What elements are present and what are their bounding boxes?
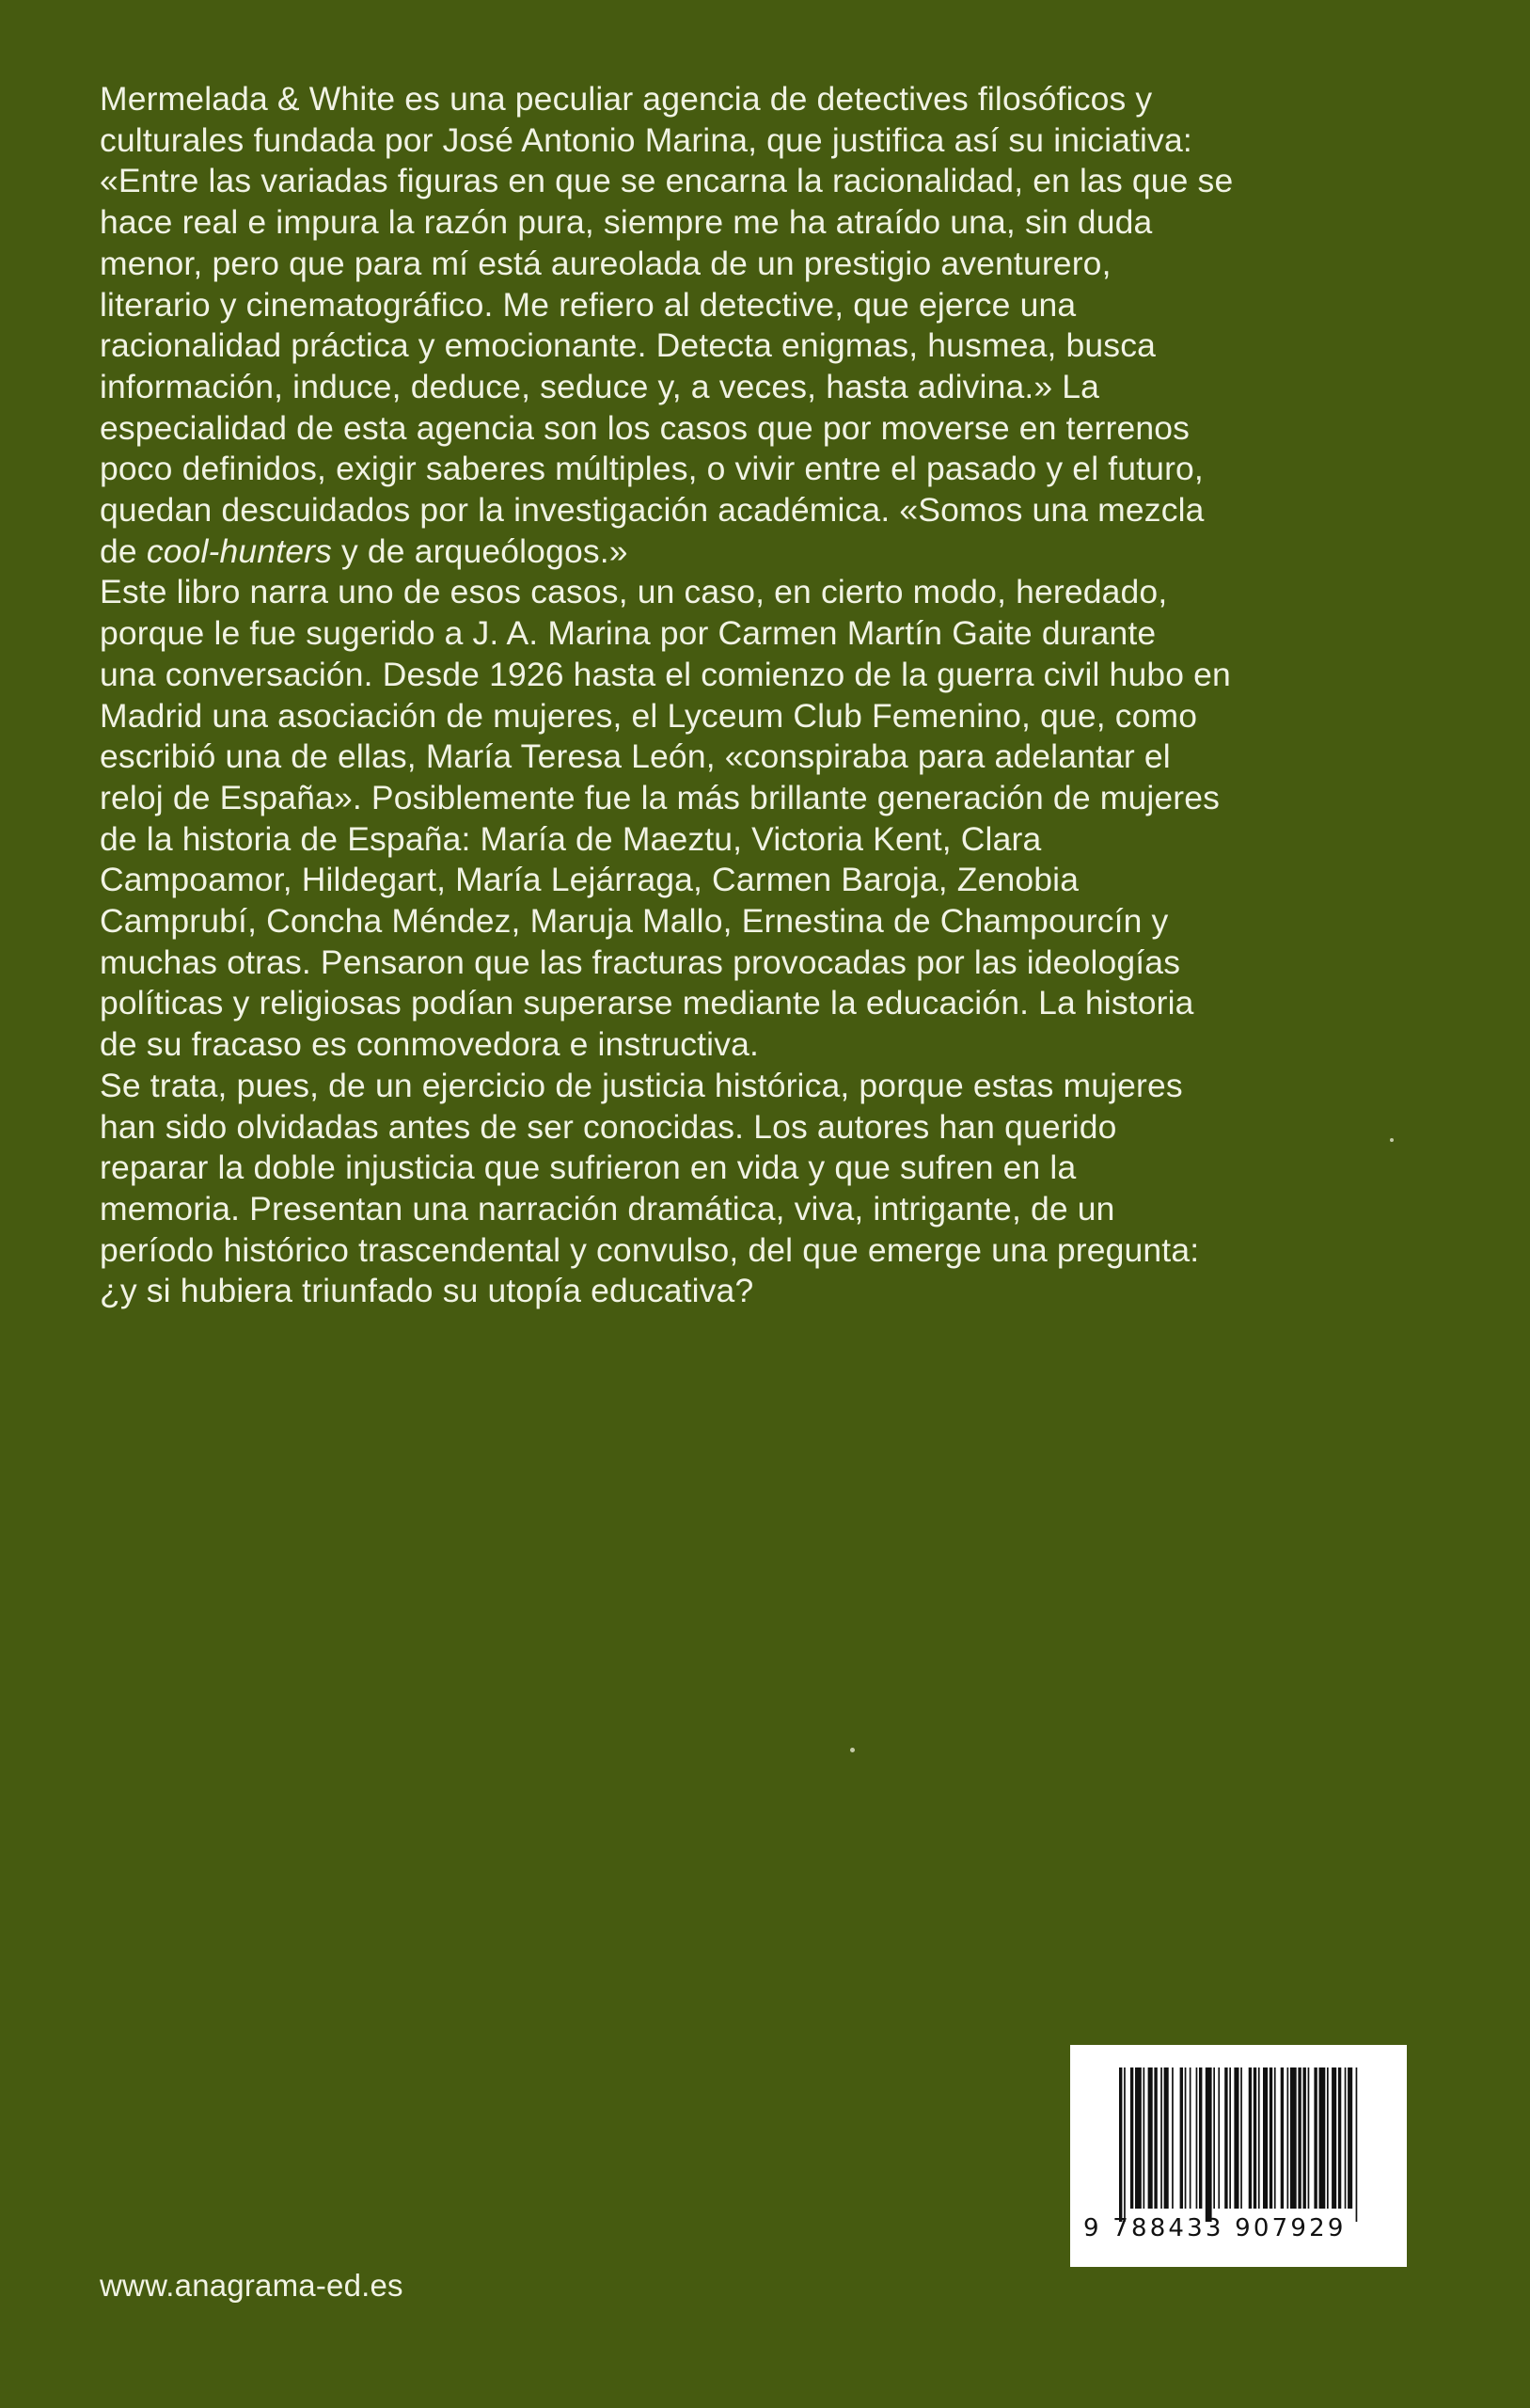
barcode-bar [1254,2067,1256,2209]
italic-term: cool-hunters [146,531,332,570]
barcode-bar [1281,2067,1284,2209]
barcode-bar [1135,2067,1142,2209]
blurb-paragraph-3: Se trata, pues, de un ejercicio de justicia histórica, porque estas mujeres han sido olvidadas antes de ser conocidas. Los autores han querido reparar la doble injusticia que sufrieron en vida y que sufren en la memoria. Presentan una narración dramática, viva, intrigante, de un período histórico trascendental y convulso, del que emerge una pregunta: ¿y si hubiera triunfado su utopía educativa? [100,1066,1200,1310]
barcode-bar [1190,2067,1191,2209]
print-speck [1390,1138,1394,1142]
barcode-bar [1314,2067,1317,2209]
barcode-bar [1338,2067,1341,2209]
barcode-bar [1206,2067,1212,2222]
barcode-bar [1234,2067,1238,2209]
publisher-website[interactable]: www.anagrama-ed.es [100,2268,403,2303]
blurb-paragraph-2: Este libro narra uno de esos casos, un caso, en cierto modo, heredado, porque le fue sugerido a J. A. Marina por Carmen Martín Gaite durante una conversación. Desde 1926 hasta el comienzo de la guerra civil hubo en Madrid una asociación de mujeres, el Lyceum Club Femenino, que, como escribió una de ellas, María Teresa León, «conspiraba para adelantar el reloj de España». Posiblemente fue la más brillante generación de mujeres de la historia de España: María de Maeztu, Victoria Kent, Clara Campoamor, Hildegart, María Lejárraga, Carmen Baroja, Zenobia Camprubí, Concha Méndez, Maruja Mallo, Ernestina de Champourcín y muchas otras. Pensaron que las fracturas provocadas por las ideologías políticas y religiosas podían superarse mediante la educación. La historia de su fracaso es conmovedora e instructiva. [100,573,1231,1064]
barcode-bar [1154,2067,1157,2209]
blurb-text [100,79,1416,1312]
barcode-bar [1263,2067,1268,2209]
barcode-bar [1270,2067,1272,2209]
barcode-bar [1119,2067,1122,2222]
barcode-bar [1287,2067,1289,2209]
barcode-bar [1218,2067,1220,2209]
barcode-bar [1327,2067,1329,2209]
barcode-bar [1348,2067,1352,2209]
barcode-bar [1199,2067,1202,2209]
print-speck [850,1748,855,1752]
barcode-bar [1258,2067,1260,2209]
barcode-bar [1249,2067,1252,2209]
barcode-bar [1224,2067,1227,2209]
barcode-bar [1180,2067,1183,2209]
blurb-paragraph-1: Mermelada & White es una peculiar agencia de detectives filosóficos y culturales fundada por José Antonio Marina, que justifica así su iniciativa: «Entre las variadas figuras en que se encarna la racionalidad, en las que se hace real e impura la razón pura, siempre me ha atraído una, sin duda menor, pero que para mí está aureolada de un prestigio aventurero, literario y cinematográfico. Me refiero al detective, que ejerce una racionalidad práctica y emocionante. Detecta enigmas, husmea, busca información, induce, deduce, seduce y, a veces, hasta adivina.» La especialidad de esta agencia son los casos que por moverse en terrenos poco definidos, exigir saberes múltiples, o vivir entre el pasado y el futuro, quedan descuidados por la investigación académica. «Somos una mezcla de cool-hunters y de arqueólogos.» [100,80,1234,570]
barcode-bar [1298,2067,1301,2209]
barcode-bar [1229,2067,1231,2209]
barcode-bar [1130,2067,1133,2209]
barcode-bar [1319,2067,1326,2209]
barcode-bar [1308,2067,1310,2209]
isbn-number: 9 788433 907929 [1083,2214,1347,2242]
barcode-bar [1345,2067,1347,2209]
barcode-bar [1185,2067,1187,2209]
barcode-bar [1303,2067,1306,2209]
isbn-barcode [1070,2045,1407,2267]
barcode-bar [1164,2067,1169,2209]
barcode-bar [1160,2067,1162,2209]
barcode-bar [1213,2067,1215,2209]
barcode-bar [1332,2067,1336,2209]
barcode-bar [1240,2067,1242,2209]
barcode-bar [1356,2067,1358,2222]
barcode-bar [1274,2067,1276,2209]
barcode-bar [1124,2067,1126,2222]
barcode-bar [1148,2067,1153,2209]
barcode-bar [1196,2067,1198,2209]
barcode-bar [1144,2067,1145,2209]
barcode-bar [1290,2067,1297,2209]
barcode-bar [1172,2067,1174,2209]
